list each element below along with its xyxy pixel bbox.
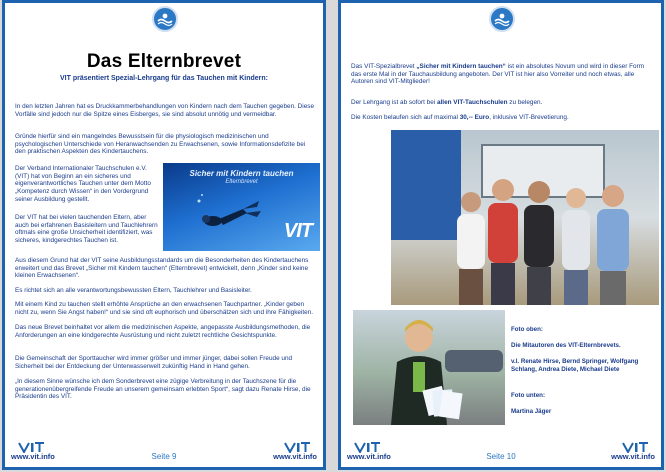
page-10 <box>338 0 664 470</box>
footer-url-link[interactable]: www.vit.info <box>11 452 55 461</box>
vit-image-logo: VIT <box>283 220 312 242</box>
vit-emblem-icon <box>489 6 515 32</box>
people-silhouettes <box>391 130 659 305</box>
paragraph-7: Mit einem Kind zu tauchen stellt erhöhte Ansprüche an den erwachsenen Tauchpartner. „Kinder geben nicht zu, wenn Sie Angst haben!“ und sie sind oft euphorisch und überschätzen sich und ihre Fähigkeiten. <box>15 301 314 316</box>
diver-silhouette-icon <box>193 191 263 241</box>
intro-text: Das VIT-Spezialbrevet <box>351 63 417 70</box>
page-9 <box>2 0 326 470</box>
caption-authors-list: v.l. Renate Hirse, Bernd Springer, Wolfgang Schlang, Andrea Diete, Michael Diete <box>511 358 639 373</box>
paragraph-1: In den letzten Jahren hat es Druckkammerbehandlungen von Kindern nach dem Tauchen gegeben. Diese Vorfälle sind jedoch nur die Spitze eines Eisberges, sie sind absolut unnötig und vermeidbar. <box>15 103 315 118</box>
diver-photo <box>163 163 320 251</box>
caption-photo-bottom-label: Foto unten: <box>511 392 546 399</box>
cost-text: Die Kosten belaufen sich auf maximal <box>351 114 460 121</box>
intro-text-cont: ist ein absolutes Novum und wird in dieser Form das erste Mal in der Tauchausbildung angeboten. Der VIT ist hier also Vorreiter und noch etwas, alle Autoren sind VIT-Mitglieder! <box>351 63 645 86</box>
paragraph-5: Aus diesem Grund hat der VIT seine Ausbildungsstandards um die Besonderheiten des Kindertauchens erweitert und das Brevet „Sicher mit Kindern tauchen“ (Elternbrevet) entwickelt, denn „Kinder sind keine kleinen Erwachsenen“. <box>15 257 309 280</box>
page-subtitle: VIT präsentiert Spezial-Lehrgang für das Tauchen mit Kindern: <box>60 75 268 82</box>
paragraph-8: Das neue Brevet beinhaltet vor allem die medizinischen Aspekte, angepasste Ausbildungsmethoden, die Anforderungen an eine kindgerechte Ausrüstung und nicht zuletzt rechtliche Gesichtspunkte. <box>15 324 311 339</box>
image-title-text: Sicher mit Kindern tauchen <box>189 169 294 178</box>
brevet-name: „Sicher mit Kindern tauchen“ <box>416 63 506 70</box>
caption-photo-bottom-text: Martina Jäger <box>511 408 552 415</box>
vit-emblem-icon <box>152 6 178 32</box>
footer-url-link[interactable]: www.vit.info <box>611 452 655 461</box>
image-subtitle-text: Elternbrevet <box>225 179 258 185</box>
martina-photo <box>353 310 505 425</box>
footer-url-link[interactable]: www.vit.info <box>273 452 317 461</box>
cost-text-end: , inklusive VIT-Brevetierung. <box>489 114 569 121</box>
page-number: Seite 9 <box>151 452 177 461</box>
paragraph-10: „In diesem Sinne wünsche ich dem Sonderbrevet eine zügige Verbreitung in der Tauchszene für die generationenübergreifende Freude an unserem gemeinsam erlebten Sport“, sagt dazu Renate Hirse, die Präsidentin des VIT. <box>15 378 311 401</box>
group-photo <box>391 130 659 305</box>
cost-paragraph <box>351 114 647 122</box>
paragraph-3: Der Verband Internationaler Tauchschulen e.V. (VIT) hat von Beginn an ein sicheres und eigenverantwortliches Tauchen unter dem Motto „Kompetenz durch Wissen“ in den Vordergrund seiner Ausbildung gestellt. <box>15 165 151 203</box>
availability-text: Der Lehrgang ist ab sofort bei <box>351 99 437 106</box>
footer-url-link[interactable]: www.vit.info <box>347 452 391 461</box>
intro-paragraph <box>351 63 647 86</box>
paragraph-6: Es richtet sich an alle verantwortungsbewussten Eltern, Tauchlehrer und Basisleiter. <box>15 287 252 294</box>
paragraph-4: Der VIT hat bei vielen tauchenden Eltern, aber auch bei erfahrenen Basisleitern und Tauchlehrern oftmals eine große Unsicherheit identifiziert, was sicheres, kindgerechtes Tauchen ist. <box>15 214 158 245</box>
footer <box>11 443 317 461</box>
paragraph-9: Die Gemeinschaft der Sporttaucher wird immer größer und immer jünger, dabei sollen Freude und Sicherheit bei der Entdeckung der Unterwasserwelt zukünftig Hand in Hand gehen. <box>15 355 293 370</box>
caption-photo-top-label: Foto oben: <box>511 326 543 333</box>
availability-highlight: allen VIT-Tauchschulen <box>436 99 508 106</box>
paragraph-2: Gründe hierfür sind ein mangelndes Bewusstsein für die physiologisch medizinischen und psychologischen Unterschiede von Heranwachsenden zu Erwachsenen, sowie Informationsdefizite bei den praktischen Aspekten des Kindertauchens. <box>15 133 306 156</box>
page-number: Seite 10 <box>486 452 516 461</box>
woman-with-flyers <box>353 310 505 425</box>
availability-paragraph <box>351 99 647 107</box>
footer <box>347 443 655 461</box>
page-title: Das Elternbrevet <box>86 51 242 72</box>
caption-photo-top-text: Die Mitautoren des VIT-Elternbrevets. <box>511 342 621 349</box>
availability-text-end: zu belegen. <box>507 99 543 106</box>
cost-amount: 30,-- Euro <box>459 114 490 121</box>
